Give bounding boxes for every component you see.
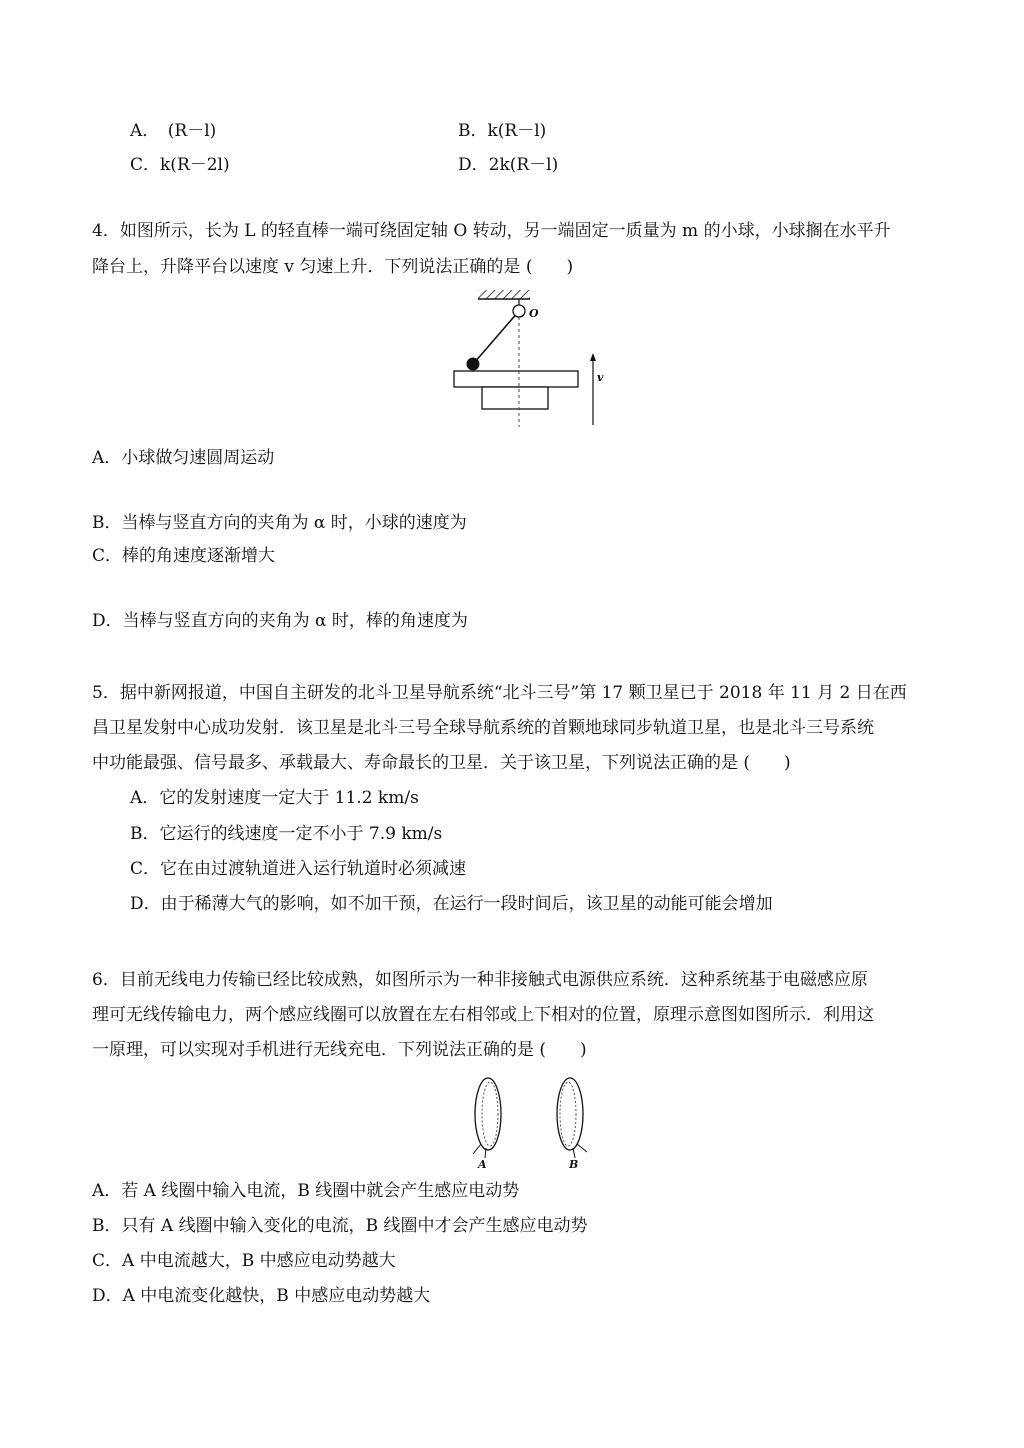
platform-base (482, 387, 548, 409)
q3-option-d: D．2k(R－l) (458, 155, 559, 175)
q6-stem-line-3: 一原理，可以实现对手机进行无线充电．下列说法正确的是 ( ) (92, 1040, 587, 1060)
coil-a (473, 1078, 501, 1158)
q5-stem-line-1: 5．据中新网报道，中国自主研发的北斗卫星导航系统“北斗三号”第 17 颗卫星已于 2018 年 11 月 2 日在西 (92, 683, 907, 703)
q6-stem-line-1: 6．目前无线电力传输已经比较成熟，如图所示为一种非接触式电源供应系统．这种系统基于电磁感应原 (92, 970, 868, 990)
q6-option-b: B．只有 A 线圈中输入变化的电流，B 线圈中才会产生感应电动势 (92, 1216, 588, 1236)
light-rod (474, 311, 519, 363)
q4-option-c: C．棒的角速度逐渐增大 (92, 546, 276, 566)
q4-option-b: B．当棒与竖直方向的夹角为 α 时，小球的速度为 (92, 513, 467, 533)
q4-stem-line-1: 4．如图所示，长为 L 的轻直棒一端可绕固定轴 O 转动，另一端固定一质量为 m 的小球，小球搁在水平升 (92, 221, 891, 241)
pivot-label: O (529, 307, 539, 320)
q3-option-b: B．k(R－l) (458, 121, 547, 141)
q6-option-c: C．A 中电流越大，B 中感应电动势越大 (92, 1251, 396, 1271)
q6-stem-line-2: 理可无线传输电力，两个感应线圈可以放置在左右相邻或上下相对的位置，原理示意图如图所示．利用这 (92, 1005, 874, 1025)
q5-option-d: D．由于稀薄大气的影响，如不加干预，在运行一段时间后，该卫星的动能可能会增加 (130, 894, 773, 914)
q4-option-d: D．当棒与竖直方向的夹角为 α 时，棒的角速度为 (92, 611, 468, 631)
q5-stem-line-3: 中功能最强、信号最多、承载最大、寿命最长的卫星．关于该卫星，下列说法正确的是 ( ) (92, 753, 791, 773)
coil-a-label: A (478, 1158, 487, 1171)
q5-stem-line-2: 昌卫星发射中心成功发射．该卫星是北斗三号全球导航系统的首颗地球同步轨道卫星，也是北斗三号系统 (92, 718, 874, 738)
q5-option-a: A．它的发射速度一定大于 11.2 km/s (130, 788, 419, 808)
q4-option-a: A．小球做匀速圆周运动 (92, 448, 275, 468)
q3-option-c: C．k(R－2l) (130, 155, 230, 175)
coil-b-label: B (569, 1158, 579, 1171)
q6-induction-coils-figure (455, 1072, 605, 1172)
q4-stem-line-2: 降台上，升降平台以速度 v 匀速上升．下列说法正确的是 ( ) (92, 257, 574, 277)
q6-option-a: A．若 A 线圈中输入电流，B 线圈中就会产生感应电动势 (92, 1181, 520, 1201)
small-ball (467, 358, 480, 371)
q4-rod-platform-figure (440, 285, 604, 430)
pivot-o (513, 305, 525, 317)
velocity-label: v (597, 371, 604, 384)
q5-option-b: B．它运行的线速度一定不小于 7.9 km/s (130, 824, 443, 844)
coil-b (557, 1078, 587, 1158)
q6-option-d: D．A 中电流变化越快，B 中感应电动势越大 (92, 1286, 431, 1306)
q3-option-a: A． (R－l) (130, 121, 217, 141)
lift-platform (454, 371, 578, 387)
q5-option-c: C．它在由过渡轨道进入运行轨道时必须减速 (130, 859, 467, 879)
ceiling-hatch (478, 290, 530, 299)
